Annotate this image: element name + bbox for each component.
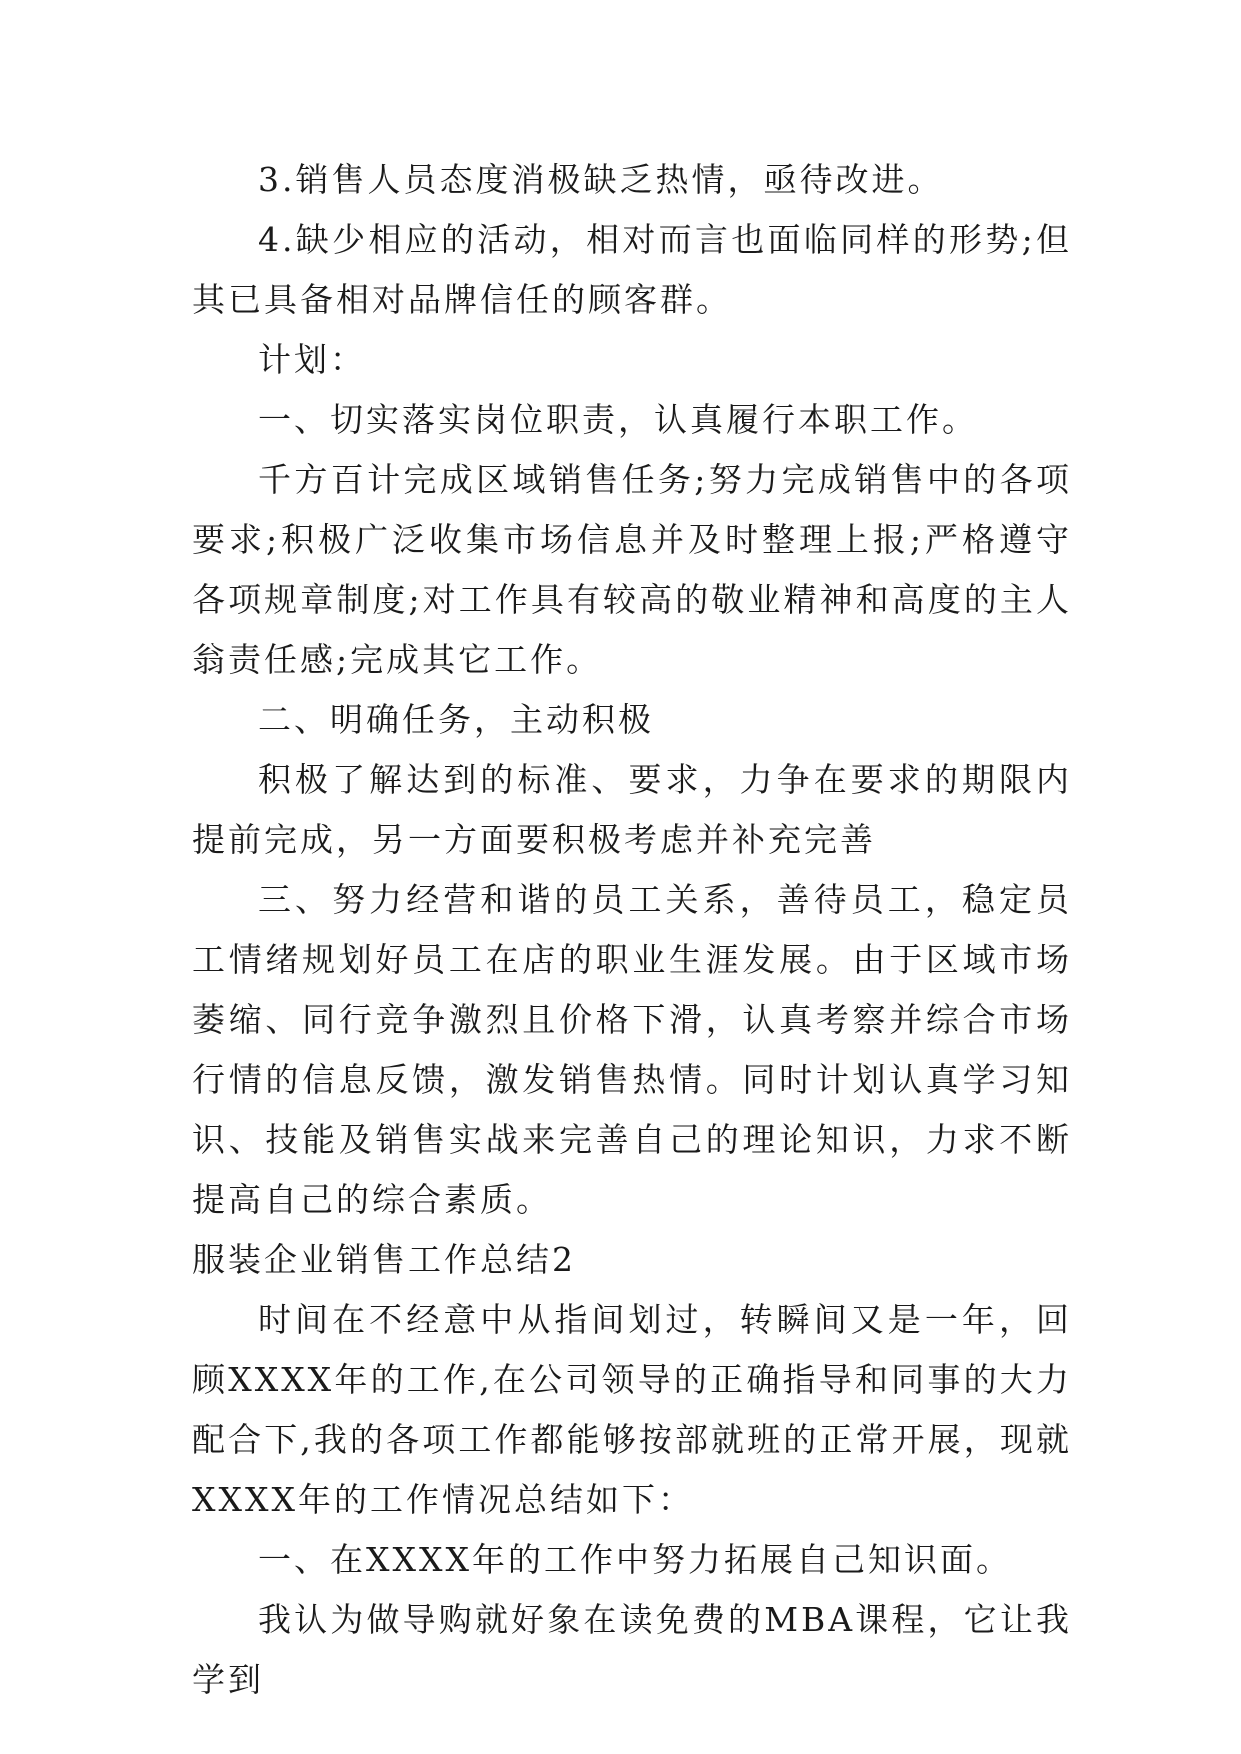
paragraph-plan-item-1: 一、切实落实岗位职责，认真履行本职工作。: [258, 400, 978, 439]
section-title: 服装企业销售工作总结2: [192, 1240, 576, 1279]
paragraph-plan-item-1-detail: 千方百计完成区域销售任务;努力完成销售中的各项要求;积极广泛收集市场信息并及时整理上报;严格遵守各项规章制度;对工作具有较高的敬业精神和高度的主人翁责任感;完成其它工作。: [192, 460, 1072, 679]
paragraph-plan-label: 计划：: [258, 340, 366, 379]
paragraph-plan-item-3: 三、努力经营和谐的员工关系，善待员工，稳定员工情绪规划好员工在店的职业生涯发展。由于区域市场萎缩、同行竞争激烈且价格下滑，认真考察并综合市场行情的信息反馈，激发销售热情。同时计划认真学习知识、技能及销售实战来完善自己的理论知识，力求不断提高自己的综合素质。: [192, 880, 1072, 1219]
paragraph-summary-item-1: 一、在XXXX年的工作中努力拓展自己知识面。: [258, 1540, 1012, 1579]
paragraph-summary-item-1-detail: 我认为做导购就好象在读免费的MBA课程，它让我学到: [192, 1600, 1072, 1699]
document-body: [192, 150, 1072, 1710]
paragraph-summary-intro: 时间在不经意中从指间划过，转瞬间又是一年，回顾XXXX年的工作,在公司领导的正确指导和同事的大力配合下,我的各项工作都能够按部就班的正常开展，现就XXXX年的工作情况总结如下：: [192, 1300, 1072, 1519]
paragraph-plan-item-2-detail: 积极了解达到的标准、要求，力争在要求的期限内提前完成，另一方面要积极考虑并补充完善: [192, 760, 1072, 859]
paragraph-plan-item-2: 二、明确任务，主动积极: [258, 700, 654, 739]
paragraph-point-3: 3.销售人员态度消极缺乏热情，亟待改进。: [258, 160, 944, 199]
paragraph-point-4: 4.缺少相应的活动，相对而言也面临同样的形势;但其已具备相对品牌信任的顾客群。: [192, 220, 1072, 319]
